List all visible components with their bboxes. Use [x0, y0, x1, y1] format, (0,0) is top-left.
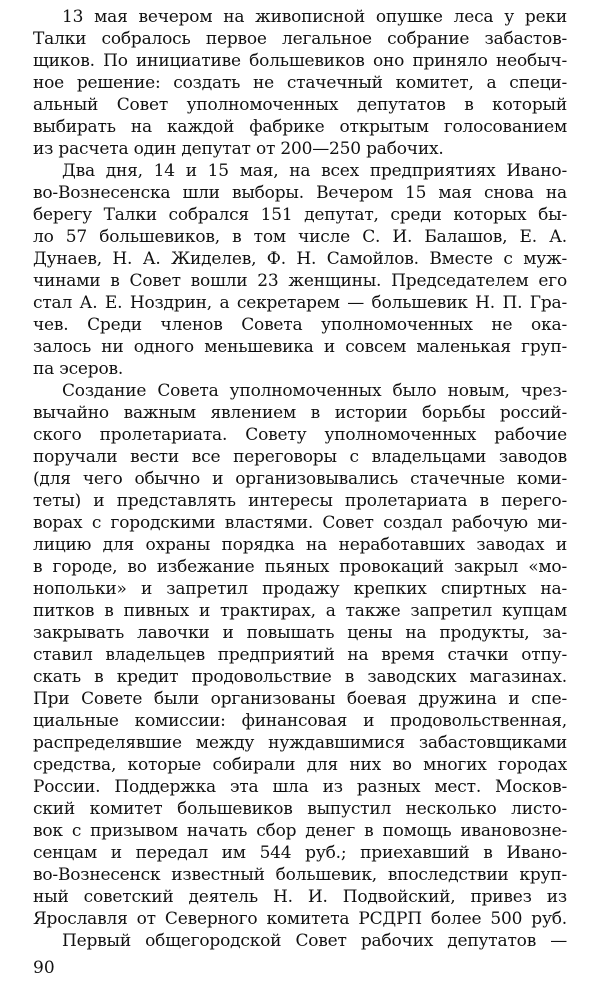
- body-text: [33, 6, 567, 952]
- text-line: чинами в Совет вошли 23 женщины. Председателем его: [33, 271, 567, 291]
- text-line: ский комитет большевиков выпустил несколько листо-: [33, 799, 567, 819]
- text-line: средства, которые собирали для них во многих городах: [33, 755, 567, 775]
- text-line: циальные комиссии: финансовая и продовольственная,: [33, 711, 567, 731]
- page-number: 90: [33, 958, 55, 978]
- text-line: па эсеров.: [33, 359, 124, 379]
- text-line: ный советский деятель Н. И. Подвойский, привез из: [33, 887, 567, 907]
- text-line: Дунаев, Н. А. Жиделев, Ф. Н. Самойлов. Вместе с муж-: [33, 249, 567, 269]
- text-line: ворах с городскими властями. Совет создал рабочую ми-: [33, 513, 567, 533]
- text-line: 13 мая вечером на живописной опушке леса у реки: [62, 7, 567, 27]
- text-line: Ярославля от Северного комитета РСДРП более 500 руб.: [33, 909, 567, 929]
- text-line: России. Поддержка эта шла из разных мест. Москов-: [33, 777, 567, 797]
- text-line: из расчета один депутат от 200—250 рабочих.: [33, 139, 444, 159]
- text-line: ставил владельцев предприятий на время стачки отпу-: [33, 645, 567, 665]
- text-line: ное решение: создать не стачечный комитет, а специ-: [33, 73, 567, 93]
- text-line: При Совете были организованы боевая дружина и спе-: [33, 689, 567, 709]
- text-line: берегу Талки собрался 151 депутат, среди которых бы-: [33, 205, 567, 225]
- text-line: во-Вознесенск известный большевик, впоследствии круп-: [33, 865, 567, 885]
- text-line: лицию для охраны порядка на неработавших заводах и: [33, 535, 567, 555]
- text-line: Талки собралось первое легальное собрание забастов-: [33, 29, 567, 49]
- text-line: питков в пивных и трактирах, а также запретил купцам: [33, 601, 567, 621]
- text-line: в городе, во избежание пьяных провокаций закрыл «мо-: [33, 557, 567, 577]
- text-line: Два дня, 14 и 15 мая, на всех предприятиях Ивано-: [62, 161, 567, 181]
- text-line: вычайно важным явлением в истории борьбы россий-: [33, 403, 567, 423]
- text-line: Первый общегородской Совет рабочих депутатов —: [62, 931, 567, 951]
- text-line: Создание Совета уполномоченных было новым, чрез-: [62, 381, 567, 401]
- text-line: во-Вознесенска шли выборы. Вечером 15 мая снова на: [33, 183, 567, 203]
- text-line: поручали вести все переговоры с владельцами заводов: [33, 447, 567, 467]
- text-line: выбирать на каждой фабрике открытым голосованием: [33, 117, 567, 137]
- text-line: сенцам и передал им 544 руб.; приехавший в Ивано-: [33, 843, 567, 863]
- text-line: закрывать лавочки и повышать цены на продукты, за-: [33, 623, 567, 643]
- text-line: распределявшие между нуждавшимися забастовщиками: [33, 733, 567, 753]
- text-line: скать в кредит продовольствие в заводских магазинах.: [33, 667, 567, 687]
- text-line: залось ни одного меньшевика и совсем маленькая груп-: [33, 337, 567, 357]
- text-line: щиков. По инициативе большевиков оно приняло необыч-: [33, 51, 567, 71]
- text-line: теты) и представлять интересы пролетариата в перего-: [33, 491, 567, 511]
- text-line: (для чего обычно и организовывались стачечные коми-: [33, 469, 567, 489]
- text-line: чев. Среди членов Совета уполномоченных не ока-: [33, 315, 567, 335]
- text-line: ского пролетариата. Совету уполномоченных рабочие: [33, 425, 567, 445]
- text-line: ло 57 большевиков, в том числе С. И. Балашов, Е. А.: [33, 227, 567, 247]
- text-line: стал А. Е. Ноздрин, а секретарем — большевик Н. П. Гра-: [33, 293, 567, 313]
- text-line: альный Совет уполномоченных депутатов в который: [33, 95, 567, 115]
- text-line: нопольки» и запретил продажу крепких спиртных на-: [33, 579, 567, 599]
- text-line: вок с призывом начать сбор денег в помощь ивановозне-: [33, 821, 567, 841]
